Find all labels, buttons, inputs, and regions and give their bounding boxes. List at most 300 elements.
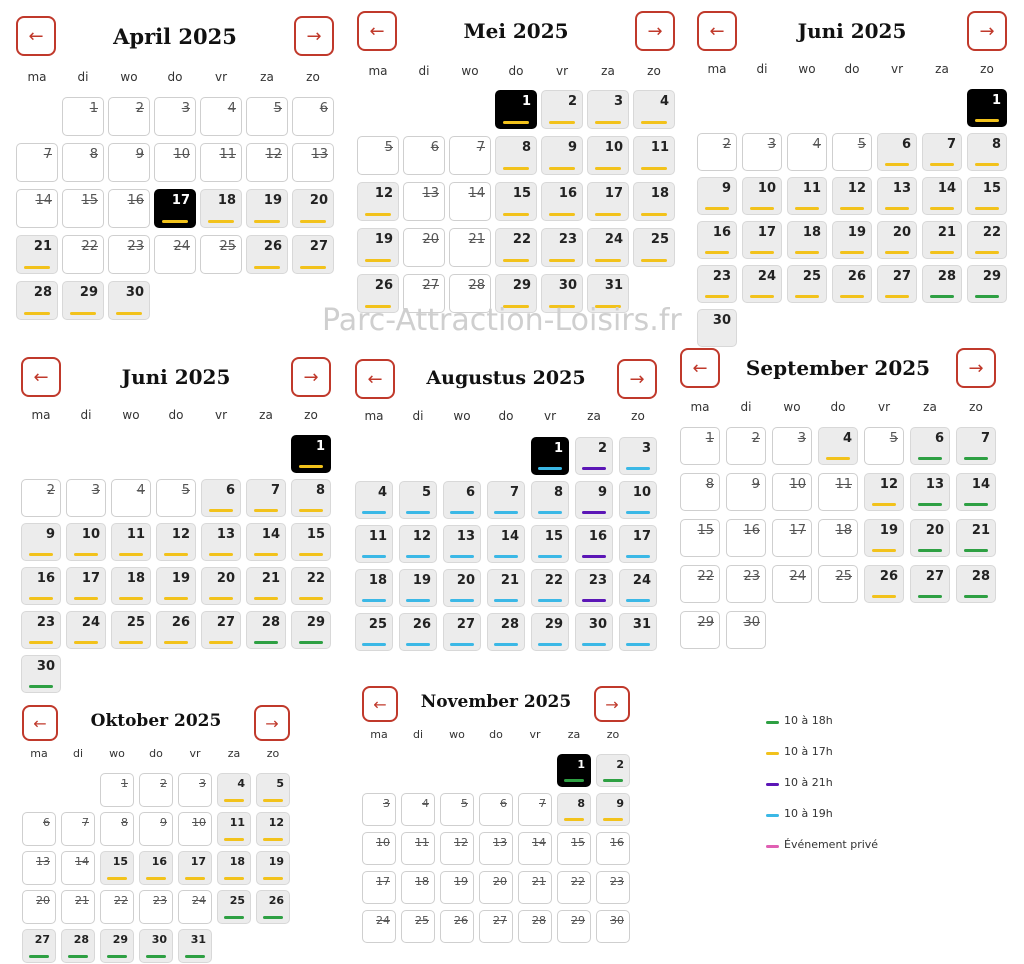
day-cell-2[interactable]	[108, 97, 150, 136]
day-cell-10[interactable]	[742, 177, 782, 215]
day-cell-22[interactable]	[680, 565, 720, 603]
day-cell-15[interactable]	[531, 525, 569, 563]
day-cell-30[interactable]	[108, 281, 150, 320]
day-cell-16[interactable]	[596, 832, 630, 865]
day-cell-6[interactable]	[443, 481, 481, 519]
day-cell-15[interactable]	[557, 832, 591, 865]
day-cell-6[interactable]	[479, 793, 513, 826]
next-month-button[interactable]: →	[617, 359, 657, 399]
day-cell-14[interactable]	[487, 525, 525, 563]
day-cell-19[interactable]	[256, 851, 290, 885]
day-cell-3[interactable]	[362, 793, 396, 826]
weekday-label: ma	[31, 408, 51, 422]
day-cell-27[interactable]	[877, 265, 917, 303]
day-number: 3	[383, 797, 390, 810]
day-cell-23[interactable]	[575, 569, 613, 607]
day-cell-12[interactable]	[399, 525, 437, 563]
day-cell-3[interactable]	[742, 133, 782, 171]
weekday-label: do	[498, 409, 514, 423]
day-number: 8	[553, 485, 563, 500]
day-cell-25[interactable]	[401, 910, 435, 943]
day-cell-22[interactable]	[100, 890, 134, 924]
day-cell-21[interactable]	[16, 235, 58, 274]
hours-indicator-yellow	[208, 220, 234, 223]
day-cell-10[interactable]	[362, 832, 396, 865]
day-cell-19[interactable]	[399, 569, 437, 607]
day-cell-18[interactable]	[355, 569, 393, 607]
day-cell-16[interactable]	[575, 525, 613, 563]
day-cell-26[interactable]	[864, 565, 904, 603]
day-cell-1[interactable]	[62, 97, 104, 136]
day-cell-2[interactable]	[139, 773, 173, 807]
day-cell-14[interactable]	[956, 473, 996, 511]
day-cell-23[interactable]	[697, 265, 737, 303]
day-cell-5[interactable]	[256, 773, 290, 807]
day-cell-14[interactable]	[246, 523, 286, 561]
day-cell-15[interactable]	[495, 182, 537, 221]
day-cell-5[interactable]	[399, 481, 437, 519]
watermark-text: Parc-Attraction-Loisirs.fr	[322, 303, 682, 338]
day-cell-12[interactable]	[440, 832, 474, 865]
weekday-label: wo	[783, 400, 801, 414]
day-cell-14[interactable]	[449, 182, 491, 221]
day-cell-6[interactable]	[910, 427, 950, 465]
hours-indicator-blue	[538, 555, 562, 558]
day-cell-18[interactable]	[633, 182, 675, 221]
day-cell-25[interactable]	[217, 890, 251, 924]
day-cell-26[interactable]	[399, 613, 437, 651]
day-number: 23	[36, 615, 55, 630]
previous-month-button[interactable]: ←	[357, 11, 397, 51]
day-cell-29[interactable]	[680, 611, 720, 649]
hours-indicator-green	[107, 955, 127, 958]
day-cell-11[interactable]	[200, 143, 242, 182]
day-number: 10	[81, 527, 100, 542]
day-number: 30	[588, 617, 607, 632]
day-cell-23[interactable]	[108, 235, 150, 274]
day-cell-22[interactable]	[291, 567, 331, 605]
day-cell-6[interactable]	[201, 479, 241, 517]
day-cell-15[interactable]	[291, 523, 331, 561]
day-cell-26[interactable]	[440, 910, 474, 943]
legend-swatch-green	[766, 721, 779, 724]
day-cell-8[interactable]	[62, 143, 104, 182]
day-cell-13[interactable]	[443, 525, 481, 563]
day-cell-15[interactable]	[680, 519, 720, 557]
day-cell-2[interactable]	[541, 90, 583, 129]
day-cell-19[interactable]	[864, 519, 904, 557]
hours-indicator-yellow	[24, 312, 50, 315]
next-month-button[interactable]: →	[594, 686, 630, 722]
day-cell-15[interactable]	[62, 189, 104, 228]
day-cell-25[interactable]	[633, 228, 675, 267]
day-cell-7[interactable]	[518, 793, 552, 826]
day-cell-28[interactable]	[922, 265, 962, 303]
day-cell-14[interactable]	[922, 177, 962, 215]
day-cell-13[interactable]	[22, 851, 56, 885]
day-cell-9[interactable]	[541, 136, 583, 175]
day-cell-12[interactable]	[256, 812, 290, 846]
day-cell-17[interactable]	[619, 525, 657, 563]
day-cell-15[interactable]	[967, 177, 1007, 215]
day-cell-16[interactable]	[139, 851, 173, 885]
day-cell-31[interactable]	[619, 613, 657, 651]
day-cell-2[interactable]	[575, 437, 613, 475]
day-cell-23[interactable]	[726, 565, 766, 603]
day-cell-21[interactable]	[956, 519, 996, 557]
day-number: 10	[173, 147, 190, 162]
day-cell-22[interactable]	[967, 221, 1007, 259]
legend-swatch-purple	[766, 783, 779, 786]
day-cell-13[interactable]	[910, 473, 950, 511]
day-cell-29[interactable]	[557, 910, 591, 943]
day-cell-24[interactable]	[362, 910, 396, 943]
day-cell-25[interactable]	[787, 265, 827, 303]
day-cell-4[interactable]	[818, 427, 858, 465]
day-cell-4[interactable]	[111, 479, 151, 517]
day-cell-5[interactable]	[864, 427, 904, 465]
day-cell-5[interactable]	[357, 136, 399, 175]
previous-month-button[interactable]: ←	[697, 11, 737, 51]
day-cell-10[interactable]	[66, 523, 106, 561]
day-cell-12[interactable]	[832, 177, 872, 215]
hours-indicator-green	[964, 457, 988, 460]
weekday-label: do	[168, 408, 184, 422]
next-month-button[interactable]: →	[956, 348, 996, 388]
day-cell-6[interactable]	[403, 136, 445, 175]
day-cell-17[interactable]	[362, 871, 396, 904]
day-cell-18[interactable]	[217, 851, 251, 885]
day-cell-9[interactable]	[139, 812, 173, 846]
day-cell-3[interactable]	[619, 437, 657, 475]
day-cell-13[interactable]	[479, 832, 513, 865]
day-cell-29[interactable]	[100, 929, 134, 963]
day-cell-9[interactable]	[726, 473, 766, 511]
day-cell-8[interactable]	[967, 133, 1007, 171]
day-cell-4[interactable]	[401, 793, 435, 826]
day-cell-3[interactable]	[154, 97, 196, 136]
day-cell-4[interactable]	[787, 133, 827, 171]
calendar-header	[680, 348, 996, 388]
day-cell-18[interactable]	[818, 519, 858, 557]
day-cell-29[interactable]	[967, 265, 1007, 303]
day-cell-7[interactable]	[16, 143, 58, 182]
day-cell-21[interactable]	[518, 871, 552, 904]
day-cell-30[interactable]	[596, 910, 630, 943]
weekday-label: di	[412, 409, 424, 423]
day-cell-12[interactable]	[156, 523, 196, 561]
day-cell-6[interactable]	[22, 812, 56, 846]
day-cell-26[interactable]	[256, 890, 290, 924]
day-cell-7[interactable]	[449, 136, 491, 175]
previous-month-button[interactable]: ←	[362, 686, 398, 722]
day-cell-29[interactable]	[291, 611, 331, 649]
day-cell-6[interactable]	[877, 133, 917, 171]
day-cell-17[interactable]	[587, 182, 629, 221]
next-month-button[interactable]: →	[291, 357, 331, 397]
day-cell-16[interactable]	[108, 189, 150, 228]
day-cell-5[interactable]	[156, 479, 196, 517]
day-cell-27[interactable]	[201, 611, 241, 649]
day-cell-23[interactable]	[596, 871, 630, 904]
day-number: 1	[315, 439, 325, 454]
day-cell-21[interactable]	[487, 569, 525, 607]
next-month-button[interactable]: →	[294, 16, 334, 56]
hours-indicator-yellow	[365, 259, 391, 262]
weekday-label: do	[844, 62, 860, 76]
day-cell-19[interactable]	[156, 567, 196, 605]
day-cell-23[interactable]	[21, 611, 61, 649]
day-cell-1[interactable]	[291, 435, 331, 473]
day-cell-29[interactable]	[62, 281, 104, 320]
day-cell-8[interactable]	[100, 812, 134, 846]
hours-indicator-blue	[626, 643, 650, 646]
day-cell-22[interactable]	[557, 871, 591, 904]
day-cell-13[interactable]	[877, 177, 917, 215]
day-number: 14	[35, 193, 52, 208]
day-cell-20[interactable]	[403, 228, 445, 267]
previous-month-button[interactable]: ←	[355, 359, 395, 399]
day-cell-18[interactable]	[111, 567, 151, 605]
day-cell-8[interactable]	[291, 479, 331, 517]
day-cell-27[interactable]	[22, 929, 56, 963]
hours-indicator-yellow	[750, 295, 774, 298]
hours-indicator-yellow	[872, 549, 896, 552]
day-cell-16[interactable]	[21, 567, 61, 605]
day-cell-28[interactable]	[16, 281, 58, 320]
day-cell-3[interactable]	[66, 479, 106, 517]
hours-indicator-yellow	[595, 259, 621, 262]
day-cell-20[interactable]	[292, 189, 334, 228]
day-cell-3[interactable]	[587, 90, 629, 129]
day-cell-1[interactable]	[495, 90, 537, 129]
day-cell-30[interactable]	[139, 929, 173, 963]
day-cell-30[interactable]	[726, 611, 766, 649]
day-cell-13[interactable]	[403, 182, 445, 221]
day-cell-5[interactable]	[832, 133, 872, 171]
day-number: 9	[721, 181, 731, 196]
day-number: 28	[261, 615, 280, 630]
day-cell-11[interactable]	[818, 473, 858, 511]
day-cell-23[interactable]	[541, 228, 583, 267]
day-cell-12[interactable]	[864, 473, 904, 511]
day-cell-17[interactable]	[742, 221, 782, 259]
previous-month-button[interactable]: ←	[16, 16, 56, 56]
day-cell-7[interactable]	[922, 133, 962, 171]
day-cell-10[interactable]	[154, 143, 196, 182]
day-cell-11[interactable]	[111, 523, 151, 561]
day-cell-1[interactable]	[100, 773, 134, 807]
hours-indicator-yellow	[885, 207, 909, 210]
hours-indicator-yellow	[930, 163, 954, 166]
day-cell-2[interactable]	[596, 754, 630, 787]
day-cell-10[interactable]	[587, 136, 629, 175]
day-cell-28[interactable]	[956, 565, 996, 603]
day-cell-30[interactable]	[697, 309, 737, 347]
day-cell-25[interactable]	[355, 613, 393, 651]
day-number: 29	[512, 278, 531, 293]
day-cell-11[interactable]	[787, 177, 827, 215]
day-cell-18[interactable]	[787, 221, 827, 259]
day-cell-11[interactable]	[401, 832, 435, 865]
day-cell-18[interactable]	[200, 189, 242, 228]
day-cell-20[interactable]	[443, 569, 481, 607]
day-cell-24[interactable]	[178, 890, 212, 924]
day-cell-24[interactable]	[66, 611, 106, 649]
hours-indicator-yellow	[299, 509, 323, 512]
day-cell-28[interactable]	[487, 613, 525, 651]
day-cell-6[interactable]	[292, 97, 334, 136]
day-cell-27[interactable]	[443, 613, 481, 651]
day-cell-28[interactable]	[518, 910, 552, 943]
day-cell-10[interactable]	[772, 473, 812, 511]
day-cell-23[interactable]	[139, 890, 173, 924]
day-cell-24[interactable]	[772, 565, 812, 603]
day-cell-4[interactable]	[355, 481, 393, 519]
day-cell-1[interactable]	[557, 754, 591, 787]
day-cell-20[interactable]	[479, 871, 513, 904]
day-cell-24[interactable]	[154, 235, 196, 274]
day-cell-29[interactable]	[531, 613, 569, 651]
day-number: 17	[81, 571, 100, 586]
day-cell-21[interactable]	[449, 228, 491, 267]
day-cell-4[interactable]	[217, 773, 251, 807]
day-number: 15	[112, 855, 128, 868]
day-cell-24[interactable]	[619, 569, 657, 607]
day-cell-9[interactable]	[575, 481, 613, 519]
day-cell-22[interactable]	[62, 235, 104, 274]
day-cell-17[interactable]	[66, 567, 106, 605]
day-cell-9[interactable]	[596, 793, 630, 826]
day-cell-26[interactable]	[246, 235, 288, 274]
day-cell-31[interactable]	[178, 929, 212, 963]
hours-indicator-yellow	[119, 553, 143, 556]
day-cell-2[interactable]	[21, 479, 61, 517]
day-cell-13[interactable]	[201, 523, 241, 561]
day-cell-12[interactable]	[357, 182, 399, 221]
day-cell-18[interactable]	[401, 871, 435, 904]
day-cell-7[interactable]	[956, 427, 996, 465]
day-cell-2[interactable]	[697, 133, 737, 171]
day-cell-27[interactable]	[292, 235, 334, 274]
day-number: 26	[374, 278, 393, 293]
next-month-button[interactable]: →	[254, 705, 290, 741]
day-cell-8[interactable]	[680, 473, 720, 511]
day-cell-8[interactable]	[557, 793, 591, 826]
day-cell-7[interactable]	[61, 812, 95, 846]
day-cell-28[interactable]	[246, 611, 286, 649]
hours-indicator-yellow	[795, 295, 819, 298]
day-cell-5[interactable]	[440, 793, 474, 826]
day-cell-7[interactable]	[487, 481, 525, 519]
previous-month-button[interactable]: ←	[22, 705, 58, 741]
day-cell-9[interactable]	[697, 177, 737, 215]
day-cell-20[interactable]	[201, 567, 241, 605]
next-month-button[interactable]: →	[967, 11, 1007, 51]
day-cell-27[interactable]	[910, 565, 950, 603]
day-cell-19[interactable]	[832, 221, 872, 259]
day-cell-15[interactable]	[100, 851, 134, 885]
day-cell-30[interactable]	[21, 655, 61, 693]
day-cell-11[interactable]	[217, 812, 251, 846]
weekday-label: di	[756, 62, 768, 76]
day-number: 14	[468, 186, 485, 201]
day-cell-24[interactable]	[587, 228, 629, 267]
day-cell-10[interactable]	[178, 812, 212, 846]
day-cell-11[interactable]	[355, 525, 393, 563]
day-cell-21[interactable]	[61, 890, 95, 924]
day-cell-8[interactable]	[531, 481, 569, 519]
day-number: 20	[493, 875, 507, 888]
day-cell-9[interactable]	[108, 143, 150, 182]
day-cell-12[interactable]	[246, 143, 288, 182]
day-cell-21[interactable]	[922, 221, 962, 259]
day-number: 5	[461, 797, 468, 810]
day-cell-19[interactable]	[440, 871, 474, 904]
day-cell-3[interactable]	[178, 773, 212, 807]
day-cell-1[interactable]	[967, 89, 1007, 127]
day-cell-20[interactable]	[22, 890, 56, 924]
day-cell-22[interactable]	[495, 228, 537, 267]
day-cell-3[interactable]	[772, 427, 812, 465]
day-cell-16[interactable]	[541, 182, 583, 221]
day-cell-1[interactable]	[531, 437, 569, 475]
day-cell-16[interactable]	[697, 221, 737, 259]
day-cell-26[interactable]	[832, 265, 872, 303]
day-cell-16[interactable]	[726, 519, 766, 557]
next-month-button[interactable]: →	[635, 11, 675, 51]
day-cell-17[interactable]	[178, 851, 212, 885]
day-cell-2[interactable]	[726, 427, 766, 465]
day-cell-4[interactable]	[633, 90, 675, 129]
day-cell-25[interactable]	[111, 611, 151, 649]
day-cell-14[interactable]	[518, 832, 552, 865]
day-cell-25[interactable]	[200, 235, 242, 274]
day-cell-20[interactable]	[877, 221, 917, 259]
day-cell-14[interactable]	[61, 851, 95, 885]
day-cell-28[interactable]	[61, 929, 95, 963]
day-cell-1[interactable]	[680, 427, 720, 465]
day-cell-21[interactable]	[246, 567, 286, 605]
previous-month-button[interactable]: ←	[21, 357, 61, 397]
day-cell-7[interactable]	[246, 479, 286, 517]
day-cell-17[interactable]	[772, 519, 812, 557]
day-cell-19[interactable]	[246, 189, 288, 228]
weekday-label: ma	[364, 409, 384, 423]
day-cell-9[interactable]	[21, 523, 61, 561]
day-cell-22[interactable]	[531, 569, 569, 607]
day-cell-25[interactable]	[818, 565, 858, 603]
month-title: November 2025	[420, 692, 572, 712]
day-cell-20[interactable]	[910, 519, 950, 557]
day-cell-8[interactable]	[495, 136, 537, 175]
day-cell-4[interactable]	[200, 97, 242, 136]
day-cell-27[interactable]	[479, 910, 513, 943]
day-cell-11[interactable]	[633, 136, 675, 175]
day-cell-26[interactable]	[156, 611, 196, 649]
day-cell-19[interactable]	[357, 228, 399, 267]
day-cell-14[interactable]	[16, 189, 58, 228]
day-cell-17[interactable]	[154, 189, 196, 228]
previous-month-button[interactable]: ←	[680, 348, 720, 388]
day-number: 30	[610, 914, 624, 927]
day-cell-10[interactable]	[619, 481, 657, 519]
day-number: 21	[500, 573, 519, 588]
day-cell-30[interactable]	[575, 613, 613, 651]
day-cell-24[interactable]	[742, 265, 782, 303]
day-cell-13[interactable]	[292, 143, 334, 182]
day-cell-5[interactable]	[246, 97, 288, 136]
